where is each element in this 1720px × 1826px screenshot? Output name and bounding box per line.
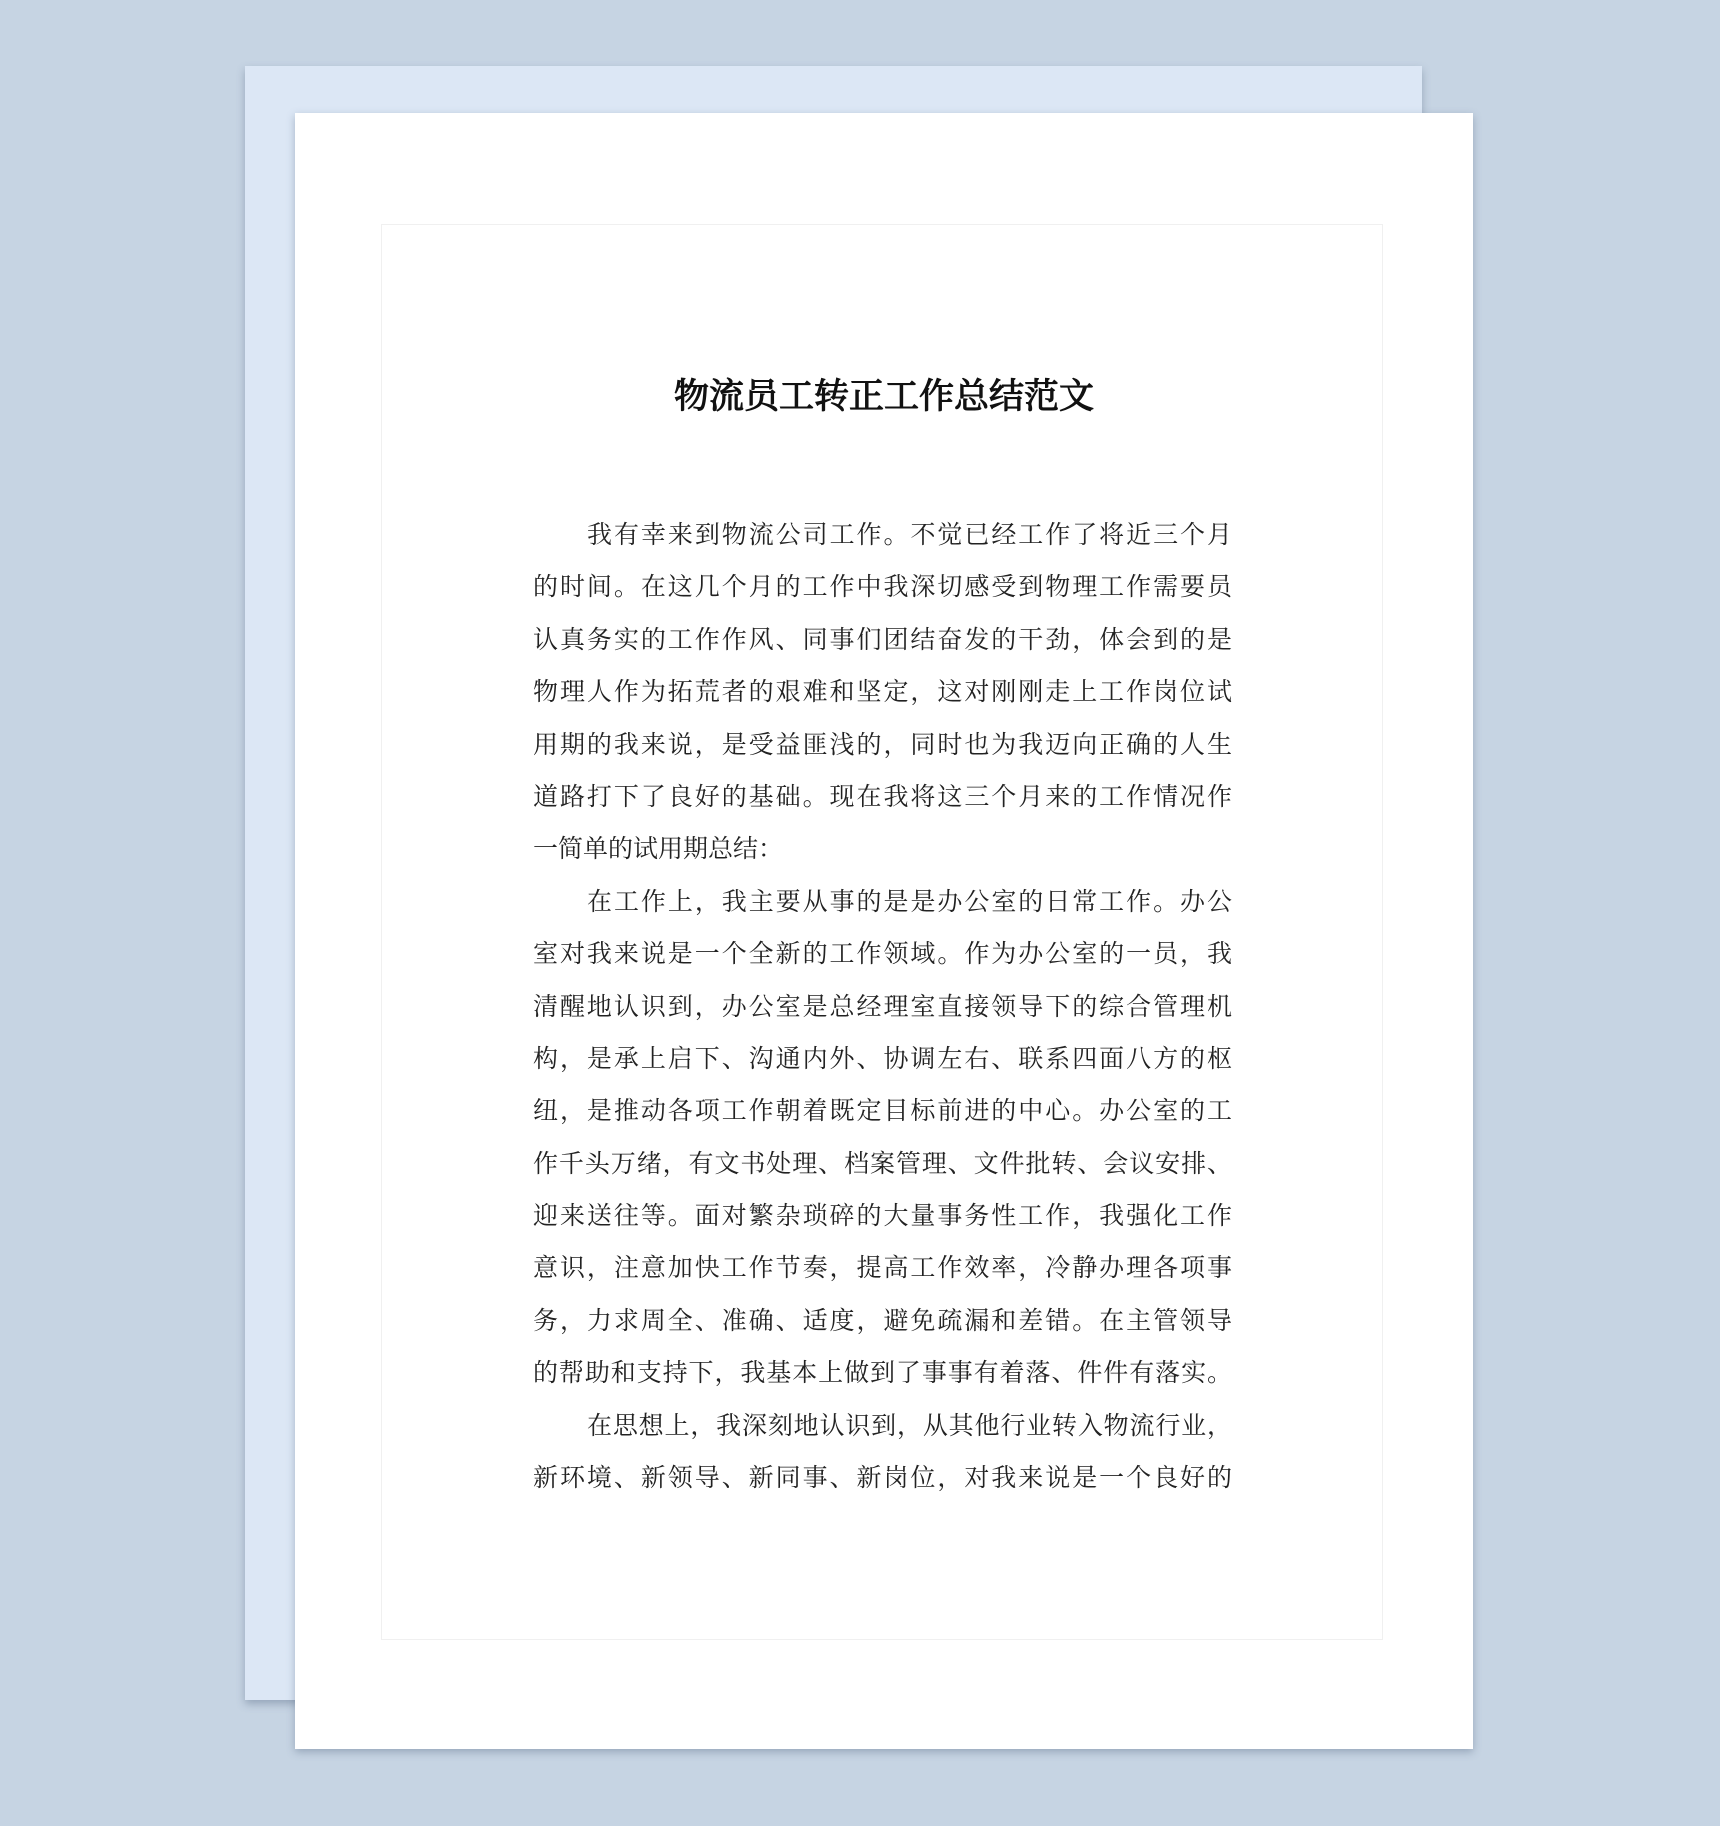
document-title: 物流员工转正工作总结范文 (673, 376, 1094, 417)
text-line: 的帮助和支持下，我基本上做到了事事有着落、件件有落实。 (533, 1358, 1232, 1388)
document-body (533, 509, 1232, 1504)
text-line: 道路打下了良好的基础。现在我将这三个月来的工作情况作 (533, 781, 1232, 811)
text-line: 迎来送往等。面对繁杂琐碎的大量事务性工作，我强化工作 (533, 1201, 1232, 1231)
text-line: 的时间。在这几个月的工作中我深切感受到物理工作需要员 (533, 572, 1232, 602)
text-line: 室对我来说是一个全新的工作领域。作为办公室的一员，我 (533, 939, 1232, 969)
text-line: 物理人作为拓荒者的艰难和坚定，这对刚刚走上工作岗位试 (533, 677, 1232, 707)
text-line: 新环境、新领导、新同事、新岗位，对我来说是一个良好的 (533, 1463, 1232, 1493)
text-line: 务，力求周全、准确、适度，避免疏漏和差错。在主管领导 (533, 1305, 1232, 1335)
text-line: 认真务实的工作作风、同事们团结奋发的干劲，体会到的是 (533, 624, 1232, 654)
document-page (295, 113, 1473, 1749)
text-line: 意识，注意加快工作节奏，提高工作效率，冷静办理各项事 (533, 1253, 1232, 1283)
text-line: 在工作上，我主要从事的是是办公室的日常工作。办公 (587, 886, 1232, 916)
text-line: 用期的我来说，是受益匪浅的，同时也为我迈向正确的人生 (533, 729, 1232, 759)
text-line: 纽，是推动各项工作朝着既定目标前进的中心。办公室的工 (533, 1096, 1232, 1126)
text-line: 在思想上，我深刻地认识到，从其他行业转入物流行业， (587, 1410, 1232, 1440)
text-line: 一简单的试用期总结： (533, 834, 784, 864)
text-line: 作千头万绪，有文书处理、档案管理、文件批转、会议安排、 (533, 1148, 1232, 1178)
text-line: 清醒地认识到，办公室是总经理室直接领导下的综合管理机 (533, 991, 1232, 1021)
text-line: 构，是承上启下、沟通内外、协调左右、联系四面八方的枢 (533, 1043, 1232, 1073)
text-line: 我有幸来到物流公司工作。不觉已经工作了将近三个月 (587, 520, 1232, 549)
